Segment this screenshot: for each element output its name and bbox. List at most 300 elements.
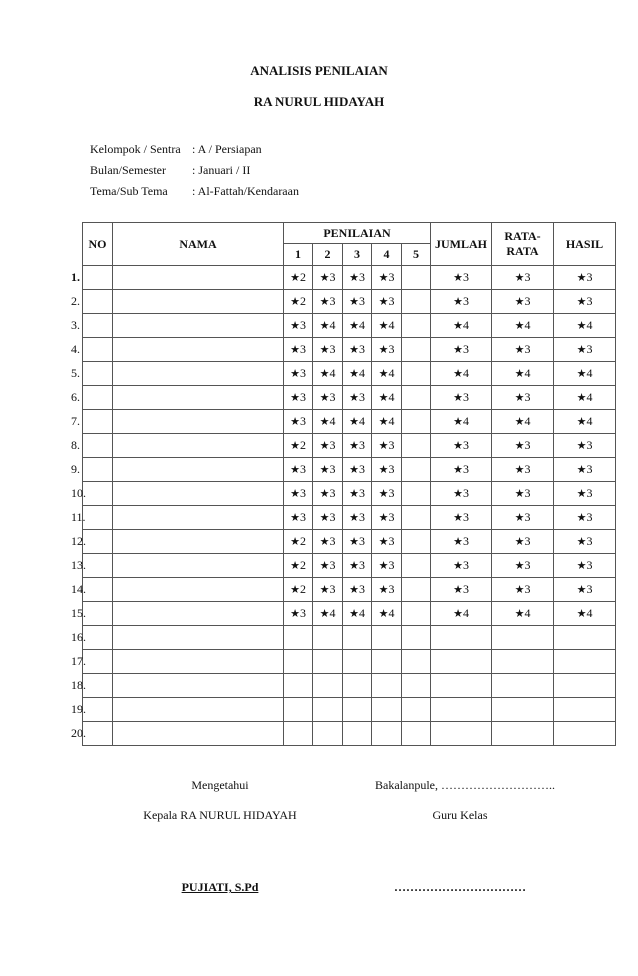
score-value: 3 <box>299 390 306 404</box>
cell-score-1 <box>284 578 313 602</box>
star-icon: ★ <box>576 464 587 476</box>
cell-hasil <box>554 530 616 554</box>
cell-score-4 <box>372 626 402 650</box>
cell-score-5 <box>402 482 431 506</box>
cell-no <box>71 722 113 746</box>
row-number: 6. <box>71 390 80 404</box>
cell-score-2 <box>313 530 343 554</box>
score-value: 3 <box>586 270 593 284</box>
score-value: 3 <box>299 342 306 356</box>
star-icon: ★ <box>514 464 525 476</box>
cell-score-2 <box>313 698 343 722</box>
score-value: 3 <box>358 294 365 308</box>
cell-score-5 <box>402 722 431 746</box>
score-value: 3 <box>586 486 593 500</box>
score-value: 3 <box>524 582 531 596</box>
star-icon: ★ <box>576 272 587 284</box>
cell-hasil <box>554 722 616 746</box>
cell-nama <box>113 482 284 506</box>
star-icon: ★ <box>319 392 330 404</box>
star-icon: ★ <box>576 536 587 548</box>
score-value: 3 <box>524 438 531 452</box>
info-semester <box>90 163 250 178</box>
score-value: 3 <box>586 510 593 524</box>
score-value: 3 <box>586 438 593 452</box>
cell-score-5 <box>402 674 431 698</box>
info-kelompok <box>90 142 262 157</box>
info-tema <box>90 184 299 199</box>
cell-score-1 <box>284 626 313 650</box>
star-icon: ★ <box>378 296 389 308</box>
score-value: 3 <box>358 270 365 284</box>
score-value: 3 <box>329 462 336 476</box>
star-icon: ★ <box>290 296 300 308</box>
cell-rata <box>492 290 554 314</box>
cell-rata <box>492 578 554 602</box>
score-value: 3 <box>524 294 531 308</box>
cell-score-5 <box>402 602 431 626</box>
cell-score-2 <box>313 386 343 410</box>
cell-jumlah <box>431 698 492 722</box>
sig-right-name: …………………………… <box>394 880 526 894</box>
cell-nama <box>113 410 284 434</box>
cell-rata <box>492 386 554 410</box>
score-value: 3 <box>524 390 531 404</box>
star-icon: ★ <box>319 536 330 548</box>
cell-nama <box>113 338 284 362</box>
cell-score-5 <box>402 530 431 554</box>
cell-score-4 <box>372 674 402 698</box>
star-icon: ★ <box>453 536 463 548</box>
cell-no <box>71 386 113 410</box>
cell-no <box>71 362 113 386</box>
star-icon: ★ <box>453 560 463 572</box>
score-value: 3 <box>329 342 336 356</box>
cell-score-1 <box>284 314 313 338</box>
score-value: 3 <box>524 270 531 284</box>
star-icon: ★ <box>319 608 330 620</box>
cell-score-5 <box>402 458 431 482</box>
cell-jumlah <box>431 314 492 338</box>
score-value: 3 <box>462 342 469 356</box>
table-row <box>83 362 616 386</box>
row-number: 17. <box>71 654 86 668</box>
cell-hasil <box>554 314 616 338</box>
cell-score-1 <box>284 290 313 314</box>
score-value: 3 <box>299 462 306 476</box>
star-icon: ★ <box>319 296 330 308</box>
cell-jumlah <box>431 554 492 578</box>
cell-score-5 <box>402 410 431 434</box>
star-icon: ★ <box>514 584 525 596</box>
score-value: 4 <box>586 318 593 332</box>
score-value: 3 <box>462 270 469 284</box>
cell-score-3 <box>343 698 372 722</box>
score-value: 3 <box>462 462 469 476</box>
score-value: 3 <box>358 510 365 524</box>
row-number: 2. <box>71 294 80 308</box>
cell-score-1 <box>284 434 313 458</box>
score-value: 3 <box>388 510 395 524</box>
star-icon: ★ <box>319 512 330 524</box>
cell-no <box>71 482 113 506</box>
score-value: 4 <box>524 366 531 380</box>
star-icon: ★ <box>378 320 389 332</box>
score-value: 4 <box>329 606 336 620</box>
cell-nama <box>113 722 284 746</box>
header-jumlah: JUMLAH <box>431 223 492 266</box>
cell-score-4 <box>372 290 402 314</box>
cell-hasil <box>554 506 616 530</box>
cell-nama <box>113 290 284 314</box>
score-value: 2 <box>299 438 306 452</box>
table-row <box>83 338 616 362</box>
cell-nama <box>113 626 284 650</box>
row-number: 20. <box>71 726 86 740</box>
cell-hasil <box>554 458 616 482</box>
score-value: 3 <box>388 582 395 596</box>
cell-score-1 <box>284 386 313 410</box>
cell-score-1 <box>284 554 313 578</box>
cell-nama <box>113 362 284 386</box>
cell-jumlah <box>431 362 492 386</box>
score-value: 3 <box>388 342 395 356</box>
score-value: 2 <box>299 534 306 548</box>
star-icon: ★ <box>514 368 525 380</box>
cell-score-3 <box>343 482 372 506</box>
cell-hasil <box>554 386 616 410</box>
sig-left-name: PUJIATI, S.Pd <box>181 880 259 894</box>
score-value: 3 <box>524 534 531 548</box>
score-value: 3 <box>524 558 531 572</box>
cell-score-4 <box>372 530 402 554</box>
star-icon: ★ <box>290 560 300 572</box>
cell-score-2 <box>313 290 343 314</box>
star-icon: ★ <box>453 368 463 380</box>
cell-score-2 <box>313 674 343 698</box>
star-icon: ★ <box>514 416 525 428</box>
cell-score-1 <box>284 530 313 554</box>
score-value: 3 <box>299 510 306 524</box>
sig-left-line2: Kepala RA NURUL HIDAYAH <box>143 808 297 822</box>
score-value: 4 <box>462 318 469 332</box>
cell-jumlah <box>431 578 492 602</box>
cell-nama <box>113 530 284 554</box>
cell-score-1 <box>284 650 313 674</box>
star-icon: ★ <box>290 536 300 548</box>
cell-score-2 <box>313 266 343 290</box>
cell-nama <box>113 602 284 626</box>
star-icon: ★ <box>319 344 330 356</box>
score-value: 4 <box>586 606 593 620</box>
info-value: : Januari / II <box>192 163 251 177</box>
cell-score-5 <box>402 338 431 362</box>
row-number: 7. <box>71 414 80 428</box>
score-value: 3 <box>299 486 306 500</box>
cell-score-2 <box>313 434 343 458</box>
cell-score-2 <box>313 458 343 482</box>
cell-score-5 <box>402 578 431 602</box>
cell-rata <box>492 698 554 722</box>
cell-no <box>71 506 113 530</box>
score-value: 4 <box>329 318 336 332</box>
star-icon: ★ <box>378 392 389 404</box>
cell-no <box>71 674 113 698</box>
row-number: 3. <box>71 318 80 332</box>
sig-left-line1: Mengetahui <box>191 778 249 792</box>
cell-score-5 <box>402 290 431 314</box>
score-value: 4 <box>462 606 469 620</box>
score-value: 4 <box>524 414 531 428</box>
cell-no <box>71 650 113 674</box>
star-icon: ★ <box>349 320 359 332</box>
score-value: 3 <box>329 582 336 596</box>
cell-score-1 <box>284 506 313 530</box>
table-row <box>83 650 616 674</box>
row-number: 18. <box>71 678 86 692</box>
table-row <box>83 602 616 626</box>
header-rata-rata <box>492 223 554 266</box>
cell-score-4 <box>372 650 402 674</box>
score-value: 4 <box>524 318 531 332</box>
header-sub-5: 5 <box>402 244 431 266</box>
score-value: 4 <box>388 606 395 620</box>
cell-score-1 <box>284 458 313 482</box>
star-icon: ★ <box>453 464 463 476</box>
table-row <box>83 554 616 578</box>
star-icon: ★ <box>290 392 300 404</box>
star-icon: ★ <box>319 464 330 476</box>
star-icon: ★ <box>453 392 463 404</box>
star-icon: ★ <box>576 296 587 308</box>
star-icon: ★ <box>290 464 300 476</box>
cell-score-1 <box>284 722 313 746</box>
score-value: 3 <box>524 462 531 476</box>
cell-jumlah <box>431 386 492 410</box>
score-value: 3 <box>299 606 306 620</box>
cell-rata <box>492 602 554 626</box>
row-number: 8. <box>71 438 80 452</box>
star-icon: ★ <box>319 320 330 332</box>
star-icon: ★ <box>453 584 463 596</box>
cell-no <box>71 290 113 314</box>
score-value: 3 <box>388 438 395 452</box>
cell-no <box>71 458 113 482</box>
cell-score-4 <box>372 434 402 458</box>
score-value: 3 <box>462 510 469 524</box>
cell-score-3 <box>343 674 372 698</box>
star-icon: ★ <box>349 464 359 476</box>
table-row <box>83 482 616 506</box>
score-value: 4 <box>586 390 593 404</box>
cell-score-3 <box>343 386 372 410</box>
cell-score-2 <box>313 722 343 746</box>
score-value: 3 <box>329 270 336 284</box>
score-value: 4 <box>329 414 336 428</box>
score-value: 3 <box>462 390 469 404</box>
cell-nama <box>113 674 284 698</box>
document-title: ANALISIS PENILAIAN <box>250 63 388 78</box>
cell-score-2 <box>313 410 343 434</box>
star-icon: ★ <box>514 440 525 452</box>
cell-no <box>71 530 113 554</box>
cell-score-3 <box>343 338 372 362</box>
cell-nama <box>113 578 284 602</box>
star-icon: ★ <box>576 344 587 356</box>
cell-hasil <box>554 602 616 626</box>
score-value: 4 <box>388 414 395 428</box>
score-value: 3 <box>462 294 469 308</box>
header-penilaian: PENILAIAN <box>284 223 431 244</box>
score-value: 3 <box>358 558 365 572</box>
star-icon: ★ <box>453 344 463 356</box>
cell-score-3 <box>343 650 372 674</box>
score-value: 3 <box>586 582 593 596</box>
row-number: 16. <box>71 630 86 644</box>
star-icon: ★ <box>576 560 587 572</box>
cell-score-3 <box>343 410 372 434</box>
row-number: 4. <box>71 342 80 356</box>
score-value: 3 <box>299 366 306 380</box>
cell-rata <box>492 650 554 674</box>
cell-score-4 <box>372 458 402 482</box>
row-number: 11. <box>71 510 86 524</box>
star-icon: ★ <box>378 536 389 548</box>
cell-rata <box>492 434 554 458</box>
sig-right-line1: Bakalanpule, ……………………….. <box>375 778 555 792</box>
score-value: 4 <box>358 606 365 620</box>
star-icon: ★ <box>290 416 300 428</box>
cell-score-1 <box>284 698 313 722</box>
cell-rata <box>492 554 554 578</box>
cell-score-4 <box>372 602 402 626</box>
cell-score-3 <box>343 626 372 650</box>
cell-nama <box>113 506 284 530</box>
score-value: 3 <box>329 390 336 404</box>
score-value: 4 <box>462 414 469 428</box>
star-icon: ★ <box>349 440 359 452</box>
cell-score-1 <box>284 674 313 698</box>
cell-jumlah <box>431 530 492 554</box>
score-value: 3 <box>329 558 336 572</box>
info-label: Kelompok / Sentra <box>90 142 181 156</box>
star-icon: ★ <box>453 608 463 620</box>
cell-no <box>71 338 113 362</box>
score-value: 3 <box>462 534 469 548</box>
star-icon: ★ <box>319 416 330 428</box>
star-icon: ★ <box>290 512 300 524</box>
cell-hasil <box>554 338 616 362</box>
cell-score-1 <box>284 362 313 386</box>
cell-jumlah <box>431 458 492 482</box>
score-value: 3 <box>462 558 469 572</box>
star-icon: ★ <box>349 416 359 428</box>
star-icon: ★ <box>514 608 525 620</box>
cell-score-1 <box>284 602 313 626</box>
cell-score-4 <box>372 338 402 362</box>
header-sub-2: 2 <box>313 244 343 266</box>
cell-score-5 <box>402 362 431 386</box>
cell-score-3 <box>343 506 372 530</box>
score-value: 3 <box>586 294 593 308</box>
row-number: 12. <box>71 534 86 548</box>
score-value: 3 <box>524 510 531 524</box>
row-number: 9. <box>71 462 80 476</box>
info-value: : Al-Fattah/Kendaraan <box>192 184 299 198</box>
cell-jumlah <box>431 338 492 362</box>
cell-score-3 <box>343 602 372 626</box>
star-icon: ★ <box>514 512 525 524</box>
table-row <box>83 722 616 746</box>
score-value: 4 <box>462 366 469 380</box>
star-icon: ★ <box>453 320 463 332</box>
cell-hasil <box>554 362 616 386</box>
cell-rata <box>492 362 554 386</box>
score-value: 3 <box>462 438 469 452</box>
cell-jumlah <box>431 434 492 458</box>
cell-score-2 <box>313 338 343 362</box>
cell-score-5 <box>402 698 431 722</box>
cell-jumlah <box>431 506 492 530</box>
score-value: 4 <box>358 318 365 332</box>
cell-score-2 <box>313 602 343 626</box>
cell-score-3 <box>343 434 372 458</box>
star-icon: ★ <box>319 272 330 284</box>
star-icon: ★ <box>576 608 587 620</box>
cell-jumlah <box>431 290 492 314</box>
star-icon: ★ <box>319 488 330 500</box>
star-icon: ★ <box>378 464 389 476</box>
cell-score-3 <box>343 458 372 482</box>
score-value: 2 <box>299 582 306 596</box>
cell-hasil <box>554 698 616 722</box>
cell-nama <box>113 314 284 338</box>
cell-score-3 <box>343 314 372 338</box>
score-value: 3 <box>524 486 531 500</box>
star-icon: ★ <box>378 416 389 428</box>
star-icon: ★ <box>290 344 300 356</box>
cell-hasil <box>554 266 616 290</box>
assessment-table <box>71 222 616 746</box>
score-value: 3 <box>358 534 365 548</box>
star-icon: ★ <box>378 488 389 500</box>
cell-no <box>71 626 113 650</box>
star-icon: ★ <box>453 512 463 524</box>
cell-rata <box>492 266 554 290</box>
cell-score-2 <box>313 506 343 530</box>
score-value: 3 <box>299 318 306 332</box>
score-value: 3 <box>586 342 593 356</box>
star-icon: ★ <box>514 320 525 332</box>
star-icon: ★ <box>576 416 587 428</box>
star-icon: ★ <box>349 368 359 380</box>
header-rata-line2: RATA <box>506 244 539 258</box>
score-value: 3 <box>358 582 365 596</box>
cell-score-2 <box>313 650 343 674</box>
cell-score-5 <box>402 434 431 458</box>
score-value: 3 <box>462 486 469 500</box>
star-icon: ★ <box>576 368 587 380</box>
cell-hasil <box>554 410 616 434</box>
score-value: 3 <box>586 534 593 548</box>
cell-no <box>71 266 113 290</box>
cell-hasil <box>554 434 616 458</box>
cell-no <box>71 602 113 626</box>
score-value: 4 <box>329 366 336 380</box>
cell-score-5 <box>402 626 431 650</box>
cell-score-1 <box>284 338 313 362</box>
cell-nama <box>113 650 284 674</box>
